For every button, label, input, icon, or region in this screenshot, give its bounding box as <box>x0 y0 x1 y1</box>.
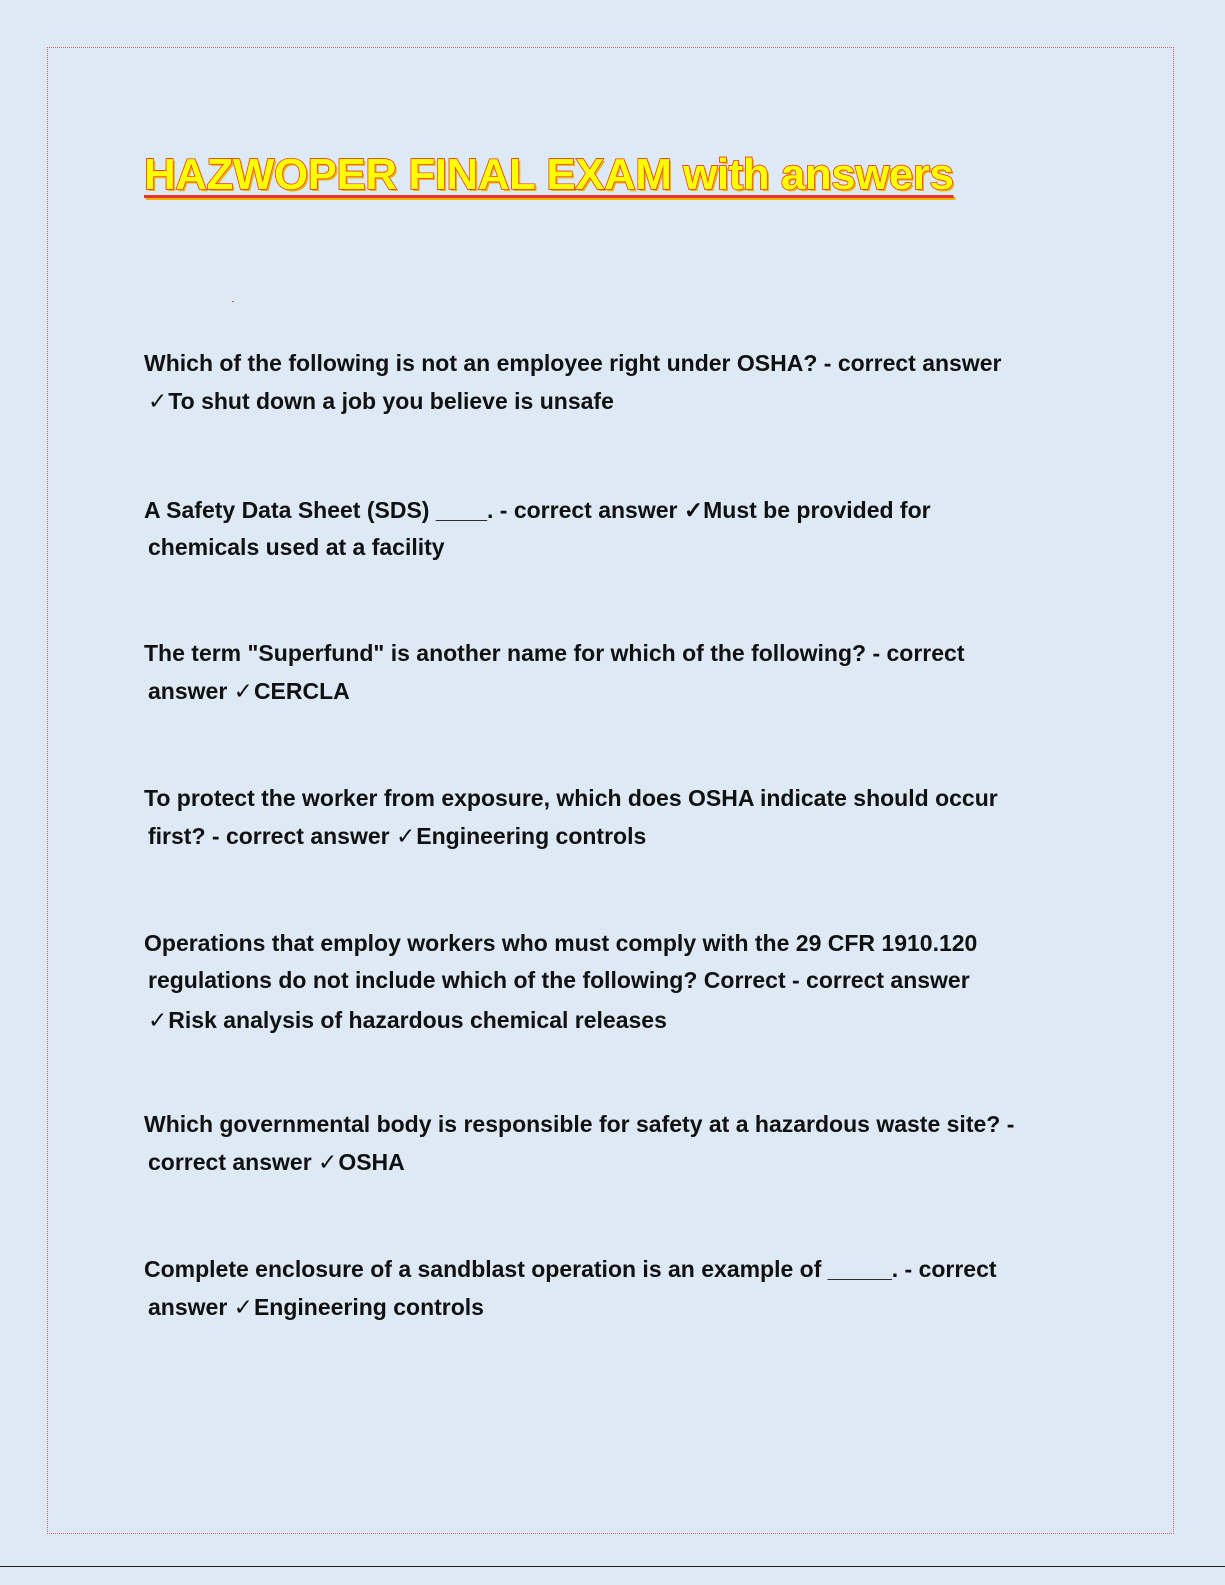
qa-item-4 <box>144 779 1084 856</box>
answer-text: Engineering controls <box>253 1294 484 1320</box>
question-text: Complete enclosure of a sandblast operation is an example of _____. - correct <box>144 1256 997 1282</box>
answer-text: Engineering controls <box>416 823 647 849</box>
document-title: HAZWOPER FINAL EXAM with answers <box>144 150 954 199</box>
answer-line <box>144 1001 1084 1040</box>
qa-item-6 <box>144 1105 1084 1182</box>
answer-text: chemicals used at a facility <box>148 534 445 560</box>
answer-line <box>144 1143 1084 1182</box>
answer-text: Risk analysis of hazardous chemical releases <box>168 1007 667 1033</box>
bottom-rule <box>0 1566 1225 1567</box>
question-text: A Safety Data Sheet (SDS) ____. - correct answer ✓Must be provided for <box>144 497 931 523</box>
qa-item-3 <box>144 634 1084 711</box>
check-icon: ✓ <box>233 679 253 705</box>
answer-text: CERCLA <box>253 678 350 704</box>
qa-item-7 <box>144 1250 1084 1327</box>
check-icon: ✓ <box>148 1008 168 1034</box>
answer-line <box>144 382 1084 421</box>
stray-mark <box>232 301 234 302</box>
check-icon: ✓ <box>233 1295 253 1321</box>
answer-prefix: first? - correct answer <box>148 823 396 849</box>
answer-line <box>144 529 1084 566</box>
answer-prefix: correct answer <box>148 1149 319 1175</box>
answer-line <box>144 1288 1084 1327</box>
qa-item-1 <box>144 344 1084 421</box>
answer-text: OSHA <box>338 1149 405 1175</box>
answer-text: To shut down a job you believe is unsafe <box>168 388 614 414</box>
answer-prefix: answer <box>148 678 234 704</box>
question-text: Operations that employ workers who must comply with the 29 CFR 1910.120 <box>144 930 978 956</box>
question-text: Which of the following is not an employee right under OSHA? - correct answer <box>144 350 1002 376</box>
check-icon: ✓ <box>318 1150 338 1176</box>
answer-line <box>144 817 1084 856</box>
check-icon: ✓ <box>395 824 416 850</box>
question-text-cont: regulations do not include which of the following? Correct - correct answer <box>148 967 970 993</box>
qa-item-5 <box>144 924 1084 1040</box>
question-text: To protect the worker from exposure, which does OSHA indicate should occur <box>144 785 998 811</box>
check-icon: ✓ <box>148 389 168 415</box>
answer-line <box>144 672 1084 711</box>
qa-item-2 <box>144 492 1084 566</box>
question-text: The term "Superfund" is another name for which of the following? - correct <box>144 640 965 666</box>
answer-prefix: answer <box>148 1294 234 1320</box>
question-text: Which governmental body is responsible for safety at a hazardous waste site? - <box>144 1111 1015 1137</box>
